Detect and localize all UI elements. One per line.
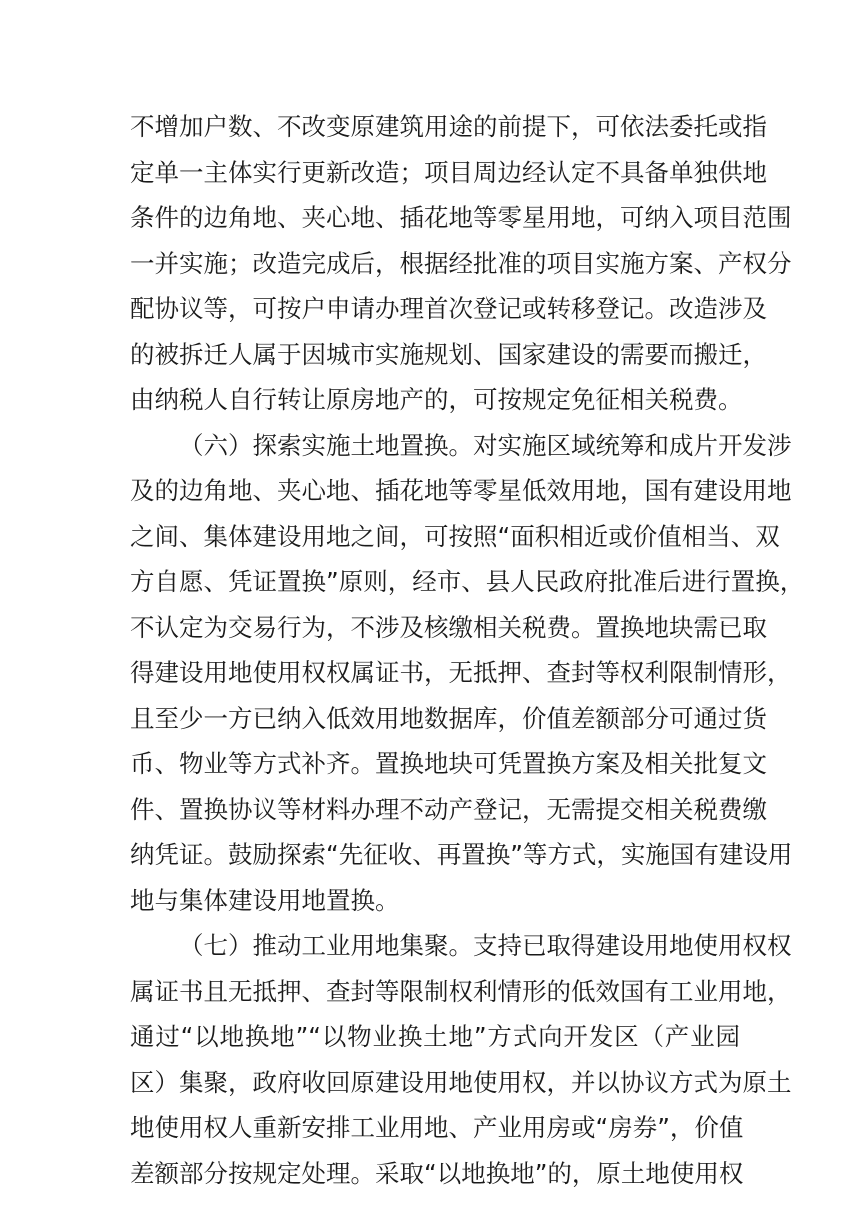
paragraph-line: 得建设用地使用权权属证书，无抵押、查封等权利限制情形， <box>130 658 792 687</box>
paragraph-line: 不增加户数、不改变原建筑用途的前提下，可依法委托或指 <box>130 112 767 141</box>
paragraph-line: 配协议等，可按户申请办理首次登记或转移登记。改造涉及 <box>130 294 767 323</box>
paragraph-line: 且至少一方已纳入低效用地数据库，价值差额部分可通过货 <box>130 703 767 733</box>
paragraph-line: 及的边角地、夹心地、插花地等零星低效用地，国有建设用地 <box>130 476 792 505</box>
document-body <box>130 104 805 1196</box>
paragraph-line: 地使用权人重新安排工业用地、产业用房或“房券”，价值 <box>130 1113 744 1142</box>
paragraph-line: 件、置换协议等材料办理不动产登记，无需提交相关税费缴 <box>130 794 767 824</box>
paragraph-line: 差额部分按规定处理。采取“以地换地”的，原土地使用权 <box>130 1158 744 1188</box>
paragraph-line: 不认定为交易行为，不涉及核缴相关税费。置换地块需已取 <box>130 612 767 642</box>
paragraph-line: 方自愿、凭证置换”原则，经市、县人民政府批准后进行置换， <box>130 567 805 596</box>
paragraph-line: 之间、集体建设用地之间，可按照“面积相近或价值相当、双 <box>130 521 780 551</box>
paragraph-line: 条件的边角地、夹心地、插花地等零星用地，可纳入项目范围 <box>130 203 792 232</box>
paragraph-line: 通过“以地换地”“以物业换土地”方式向开发区（产业园 <box>130 1022 740 1051</box>
paragraph-line: 由纳税人自行转让原房地产的，可按规定免征相关税费。 <box>130 385 743 414</box>
paragraph-line: 一并实施；改造完成后，根据经批准的项目实施方案、产权分 <box>130 248 792 278</box>
paragraph-line: 纳凭证。鼓励探索“先征收、再置换”等方式，实施国有建设用 <box>130 840 793 869</box>
section-heading-line: （七）推动工业用地集聚。支持已取得建设用地使用权权 <box>179 931 792 960</box>
paragraph-line: 属证书且无抵押、查封等限制权利情形的低效国有工业用地， <box>130 976 792 1006</box>
paragraph-line: 币、物业等方式补齐。置换地块可凭置换方案及相关批复文 <box>130 749 767 778</box>
paragraph-line: 的被拆迁人属于因城市实施规划、国家建设的需要而搬迁， <box>130 339 767 369</box>
paragraph-line: 区）集聚，政府收回原建设用地使用权，并以协议方式为原土 <box>130 1067 792 1097</box>
paragraph-line: 地与集体建设用地置换。 <box>130 885 400 915</box>
section-heading-line: （六）探索实施土地置换。对实施区域统筹和成片开发涉 <box>179 430 792 460</box>
paragraph-line: 定单一主体实行更新改造；项目周边经认定不具备单独供地 <box>130 157 767 187</box>
